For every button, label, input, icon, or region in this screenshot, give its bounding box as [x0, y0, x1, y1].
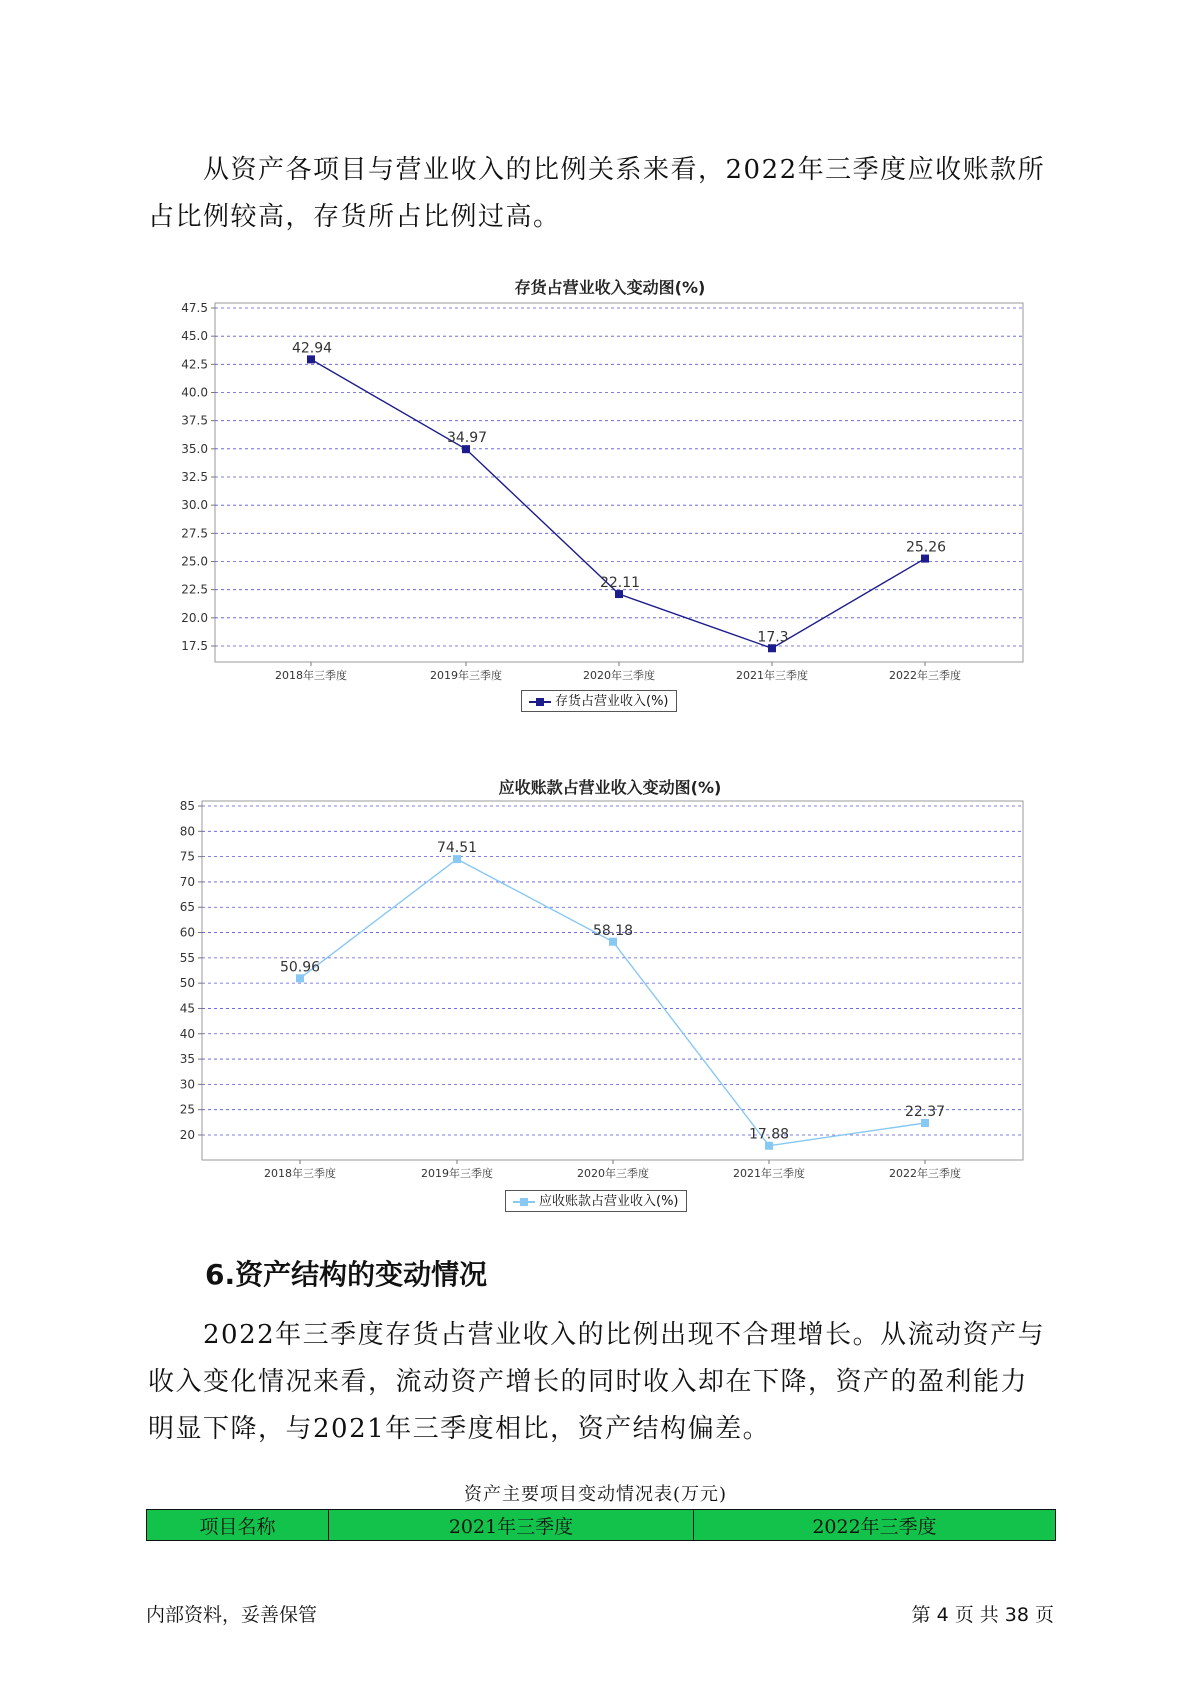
chart-1-legend	[521, 690, 677, 712]
data-point	[768, 644, 776, 652]
y-tick-label: 42.5	[181, 357, 208, 372]
chart-2-legend-swatch	[513, 1197, 535, 1207]
footer-left: 内部资料，妥善保管	[146, 1604, 318, 1626]
y-tick-label: 20	[179, 1128, 195, 1142]
y-tick-label: 32.5	[181, 470, 208, 484]
x-tick-label: 2022年三季度	[889, 669, 961, 682]
data-label: 22.37	[904, 1104, 946, 1121]
data-point	[307, 355, 315, 363]
y-tick-label: 45	[179, 1001, 195, 1016]
intro-paragraph	[148, 147, 1053, 241]
data-label: 74.51	[436, 840, 478, 857]
y-tick-label: 35	[179, 1052, 195, 1067]
data-point	[765, 1142, 773, 1150]
x-tick-label: 2020年三季度	[577, 1167, 649, 1180]
data-point	[453, 855, 461, 863]
x-tick-label: 2019年三季度	[430, 669, 502, 682]
chart-1-title: 存货占营业收入变动图(%)	[514, 278, 706, 297]
y-tick-label: 55	[179, 950, 195, 965]
intro-paragraph-text: 从资产各项目与营业收入的比例关系来看，2022年三季度应收账款所占比例较高，存货所占比例过高。	[148, 155, 1046, 232]
x-tick-label: 2019年三季度	[421, 1167, 493, 1180]
plot-area	[202, 801, 1023, 1160]
y-tick-label: 85	[179, 799, 195, 813]
x-tick-label: 2020年三季度	[583, 669, 655, 682]
y-tick-label: 75	[179, 849, 195, 864]
data-label: 25.26	[905, 539, 947, 556]
chart-1-legend-swatch	[529, 697, 551, 707]
x-tick-label: 2018年三季度	[264, 1167, 336, 1180]
chart-2-legend-label: 应收账款占营业收入(%)	[539, 1194, 679, 1209]
chart-2-legend	[505, 1190, 687, 1212]
x-tick-label: 2022年三季度	[889, 1167, 961, 1180]
y-tick-label: 35.0	[181, 441, 208, 456]
y-tick-label: 47.5	[181, 301, 208, 315]
y-tick-label: 30.0	[181, 498, 208, 513]
section-heading: 6.资产结构的变动情况	[205, 1258, 488, 1291]
plot-area	[215, 303, 1023, 662]
table-caption: 资产主要项目变动情况表(万元)	[463, 1484, 728, 1505]
y-tick-label: 40	[179, 1026, 195, 1041]
table-header-2021q3: 2021年三季度	[329, 1510, 694, 1541]
y-tick-label: 40.0	[181, 385, 208, 400]
x-tick-label: 2021年三季度	[733, 1167, 805, 1180]
x-tick-label: 2018年三季度	[275, 669, 347, 682]
chart-2-title: 应收账款占营业收入变动图(%)	[498, 778, 722, 797]
x-tick-label: 2021年三季度	[736, 669, 808, 682]
y-tick-label: 50	[179, 976, 195, 991]
inventory-ratio-chart	[0, 290, 1191, 710]
data-point	[615, 590, 623, 598]
asset-items-table	[146, 1509, 1056, 1541]
data-label: 50.96	[279, 959, 321, 976]
data-label: 17.88	[748, 1126, 790, 1143]
y-tick-label: 30	[179, 1077, 195, 1092]
y-tick-label: 45.0	[181, 329, 208, 344]
table-header-item-name: 项目名称	[147, 1510, 329, 1541]
y-tick-label: 25	[179, 1102, 195, 1117]
y-tick-label: 60	[179, 925, 195, 940]
table-header-2022q3: 2022年三季度	[694, 1510, 1056, 1541]
y-tick-label: 37.5	[181, 413, 208, 428]
data-label: 34.97	[446, 430, 488, 447]
receivables-ratio-chart	[0, 790, 1191, 1190]
data-label: 58.18	[592, 922, 634, 939]
y-tick-label: 80	[179, 824, 195, 839]
y-tick-label: 20.0	[181, 610, 208, 625]
y-tick-label: 25.0	[181, 554, 208, 569]
y-tick-label: 17.5	[181, 639, 208, 653]
data-point	[921, 1119, 929, 1127]
footer-right: 第 4 页 共 38 页	[911, 1604, 1054, 1626]
data-label: 42.94	[291, 340, 333, 357]
y-tick-label: 22.5	[181, 582, 208, 597]
data-point	[462, 445, 470, 453]
chart-1-legend-label: 存货占营业收入(%)	[555, 694, 669, 709]
y-tick-label: 65	[179, 900, 195, 915]
data-point	[921, 555, 929, 563]
table-header-row	[147, 1510, 1056, 1541]
y-tick-label: 70	[179, 874, 195, 889]
y-tick-label: 27.5	[181, 526, 208, 541]
section-paragraph-text: 2022年三季度存货占营业收入的比例出现不合理增长。从流动资产与收入变化情况来看，流动资产增长的同时收入却在下降，资产的盈利能力明显下降，与2021年三季度相比，资产结构偏差。	[148, 1320, 1046, 1444]
data-point	[609, 938, 617, 946]
data-point	[296, 974, 304, 982]
data-label: 22.11	[599, 575, 641, 592]
section-paragraph	[148, 1312, 1053, 1453]
data-label: 17.3	[757, 629, 789, 646]
